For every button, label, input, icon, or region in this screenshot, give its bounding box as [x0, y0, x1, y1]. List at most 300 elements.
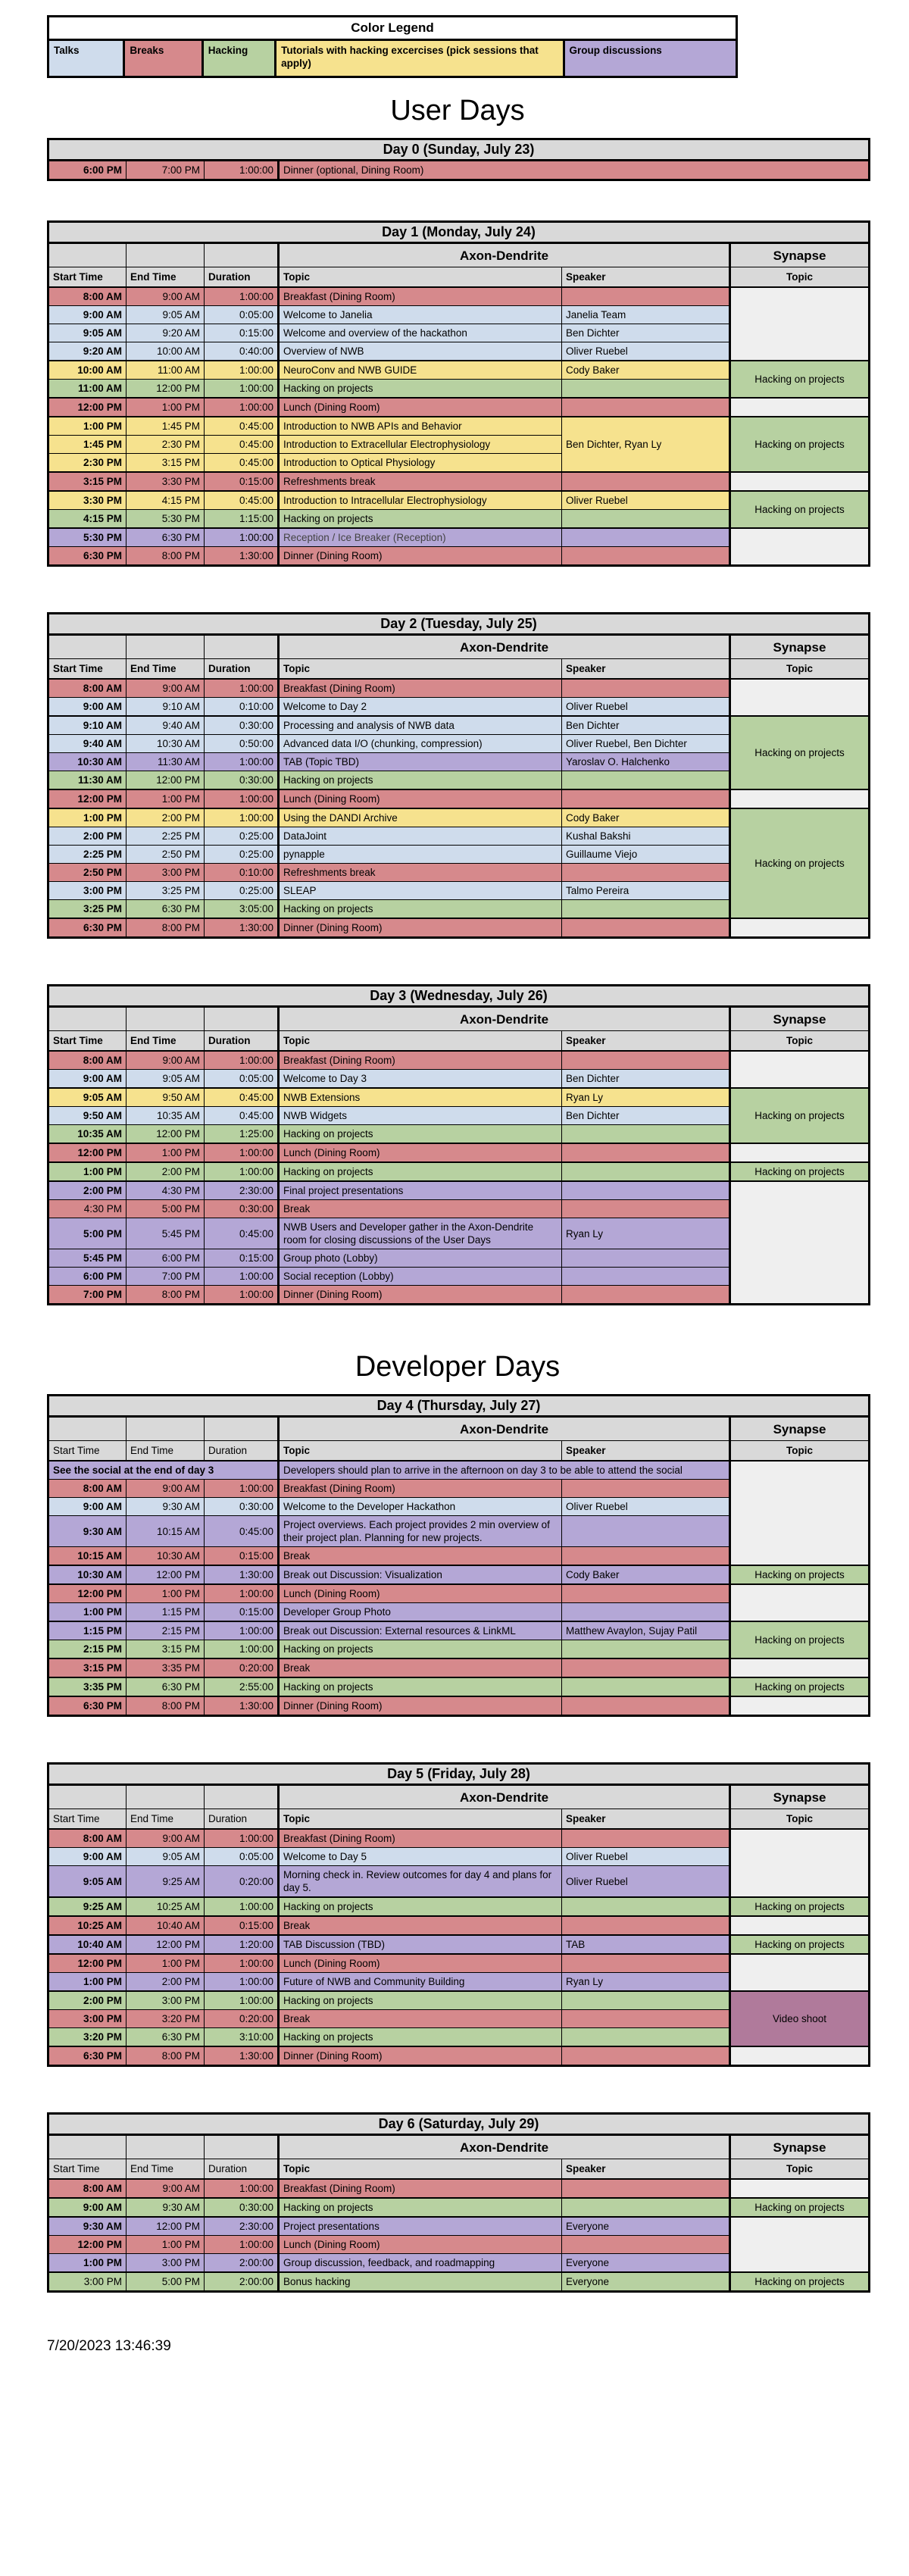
cell-speaker — [562, 1696, 730, 1716]
cell-start-time: 12:00 PM — [48, 1584, 127, 1603]
day-table — [47, 220, 870, 567]
col-header-topic: Topic — [279, 2159, 562, 2180]
col-header-start-time: Start Time — [48, 2159, 127, 2180]
cell-end-time: 9:10 AM — [127, 698, 205, 717]
cell-topic: Refreshments break — [279, 472, 562, 491]
cell-speaker: Kushal Bakshi — [562, 827, 730, 846]
cell-topic: Welcome and overview of the hackathon — [279, 324, 562, 342]
cell-synapse-topic: Hacking on projects — [730, 1565, 870, 1584]
cell-topic: Lunch (Dining Room) — [279, 2236, 562, 2254]
col-header-duration: Duration — [205, 267, 279, 288]
col-header-synapse-topic: Topic — [730, 1441, 870, 1462]
cell-speaker: Oliver Ruebel — [562, 1866, 730, 1898]
cell-start-time: 12:00 PM — [48, 1143, 127, 1162]
legend-item: Hacking — [204, 41, 276, 76]
cell-topic: Dinner (Dining Room) — [279, 2046, 562, 2066]
room-band-row — [48, 243, 870, 267]
cell-duration: 0:40:00 — [205, 342, 279, 361]
cell-synapse-topic: Hacking on projects — [730, 417, 870, 472]
cell-end-time: 5:30 PM — [127, 510, 205, 529]
schedule-row — [48, 2272, 870, 2292]
generated-timestamp: 7/20/2023 13:46:39 — [47, 2338, 171, 2354]
schedule-row — [48, 2198, 870, 2217]
col-header-duration: Duration — [205, 1809, 279, 1830]
cell-start-time: 1:15 PM — [48, 1621, 127, 1640]
cell-duration: 1:00:00 — [205, 380, 279, 399]
cell-end-time: 12:00 PM — [127, 1935, 205, 1954]
col-header-topic: Topic — [279, 1031, 562, 1052]
day-title: Day 1 (Monday, July 24) — [48, 222, 870, 243]
band-spacer — [127, 635, 205, 659]
room-band-row — [48, 1785, 870, 1809]
cell-start-time: 3:00 PM — [48, 2272, 127, 2292]
schedule-row — [48, 1658, 870, 1677]
cell-synapse-topic — [730, 472, 870, 491]
schedule-row — [48, 161, 870, 180]
cell-end-time: 10:35 AM — [127, 1107, 205, 1125]
cell-end-time: 9:00 AM — [127, 1480, 205, 1498]
cell-topic: Break out Discussion: Visualization — [279, 1565, 562, 1584]
day-title: Day 5 (Friday, July 28) — [48, 1764, 870, 1785]
cell-synapse-topic — [730, 287, 870, 361]
cell-duration: 1:00:00 — [205, 1973, 279, 1992]
cell-speaker: Everyone — [562, 2254, 730, 2273]
cell-end-time: 6:30 PM — [127, 2028, 205, 2047]
band-spacer — [127, 1785, 205, 1809]
cell-start-time: 6:30 PM — [48, 918, 127, 938]
cell-end-time: 8:00 PM — [127, 918, 205, 938]
cell-duration: 1:00:00 — [205, 1584, 279, 1603]
cell-start-time: 8:00 AM — [48, 287, 127, 306]
room-band-row — [48, 1417, 870, 1441]
cell-topic: Hacking on projects — [279, 1640, 562, 1659]
cell-topic: Dinner (optional, Dining Room) — [279, 161, 870, 180]
cell-start-time: 2:25 PM — [48, 846, 127, 864]
cell-start-time: 10:40 AM — [48, 1935, 127, 1954]
cell-start-time: 9:00 AM — [48, 2198, 127, 2217]
cell-end-time: 8:00 PM — [127, 1286, 205, 1305]
cell-end-time: 5:45 PM — [127, 1218, 205, 1249]
cell-speaker — [562, 679, 730, 698]
cell-topic: Break — [279, 1916, 562, 1935]
band-spacer — [127, 1417, 205, 1441]
cell-duration: 1:00:00 — [205, 1143, 279, 1162]
cell-duration: 0:30:00 — [205, 716, 279, 735]
cell-topic: NWB Users and Developer gather in the Axon-Dendrite room for closing discussions of the User Days — [279, 1218, 562, 1249]
room-name: Axon-Dendrite — [279, 2135, 730, 2159]
cell-synapse-topic — [730, 1916, 870, 1935]
column-header-row — [48, 1031, 870, 1052]
cell-start-time: 3:30 PM — [48, 491, 127, 510]
cell-duration: 1:15:00 — [205, 510, 279, 529]
cell-duration: 1:00:00 — [205, 161, 279, 180]
cell-topic: Lunch (Dining Room) — [279, 1954, 562, 1973]
cell-synapse-topic: Hacking on projects — [730, 716, 870, 789]
cell-end-time: 3:15 PM — [127, 1640, 205, 1659]
cell-speaker: Janelia Team — [562, 306, 730, 324]
cell-start-time: 6:00 PM — [48, 161, 127, 180]
cell-topic: Using the DANDI Archive — [279, 808, 562, 827]
cell-end-time: 6:30 PM — [127, 1677, 205, 1696]
color-legend-row — [49, 41, 736, 76]
legend-item: Talks — [49, 41, 125, 76]
schedule-row — [48, 716, 870, 735]
cell-duration: 0:45:00 — [205, 454, 279, 473]
cell-end-time: 2:25 PM — [127, 827, 205, 846]
cell-end-time: 1:00 PM — [127, 398, 205, 417]
schedule-row — [48, 1181, 870, 1200]
cell-speaker — [562, 1954, 730, 1973]
schedule-row — [48, 472, 870, 491]
cell-duration: 0:30:00 — [205, 2198, 279, 2217]
cell-end-time: 3:00 PM — [127, 864, 205, 882]
cell-topic: Breakfast (Dining Room) — [279, 2179, 562, 2198]
cell-start-time: 3:35 PM — [48, 1677, 127, 1696]
cell-synapse-topic: Hacking on projects — [730, 1621, 870, 1658]
cell-speaker: Cody Baker — [562, 808, 730, 827]
cell-topic: Project overviews. Each project provides 2 min overview of their project plan. Planning for new projects. — [279, 1516, 562, 1547]
cell-topic: Breakfast (Dining Room) — [279, 1480, 562, 1498]
cell-end-time: 9:05 AM — [127, 1070, 205, 1089]
cell-start-time: 2:00 PM — [48, 1181, 127, 1200]
cell-speaker — [562, 1658, 730, 1677]
cell-start-time: 1:00 PM — [48, 808, 127, 827]
cell-speaker: Ryan Ly — [562, 1088, 730, 1107]
cell-synapse-topic: Hacking on projects — [730, 2272, 870, 2292]
cell-duration: 2:30:00 — [205, 1181, 279, 1200]
cell-synapse-topic — [730, 528, 870, 566]
schedule-row — [48, 398, 870, 417]
schedule-row — [48, 789, 870, 808]
schedule-row — [48, 1088, 870, 1107]
schedule-row — [48, 2046, 870, 2066]
cell-start-time: 9:05 AM — [48, 1866, 127, 1898]
col-header-topic: Topic — [279, 659, 562, 680]
cell-duration: 1:00:00 — [205, 287, 279, 306]
cell-topic: Introduction to Intracellular Electrophysiology — [279, 491, 562, 510]
cell-duration: 1:00:00 — [205, 398, 279, 417]
band-spacer — [127, 243, 205, 267]
col-header-start-time: Start Time — [48, 1809, 127, 1830]
cell-duration: 0:30:00 — [205, 1200, 279, 1218]
cell-duration: 1:00:00 — [205, 753, 279, 771]
col-header-start-time: Start Time — [48, 1441, 127, 1462]
col-header-start-time: Start Time — [48, 659, 127, 680]
cell-synapse-topic — [730, 1143, 870, 1162]
cell-end-time: 9:00 AM — [127, 2179, 205, 2198]
cell-end-time: 1:00 PM — [127, 2236, 205, 2254]
cell-speaker: Cody Baker — [562, 1565, 730, 1584]
cell-topic: Welcome to Day 2 — [279, 698, 562, 717]
schedule-row — [48, 1954, 870, 1973]
cell-end-time: 5:00 PM — [127, 2272, 205, 2292]
cell-start-time: 5:00 PM — [48, 1218, 127, 1249]
cell-start-time: 1:00 PM — [48, 1162, 127, 1181]
cell-start-time: 10:00 AM — [48, 361, 127, 380]
cell-topic: Developers should plan to arrive in the afternoon on day 3 to be able to attend the social — [279, 1461, 730, 1480]
cell-speaker — [562, 1480, 730, 1498]
cell-duration: 1:00:00 — [205, 789, 279, 808]
cell-end-time: 9:00 AM — [127, 1051, 205, 1070]
cell-speaker — [562, 472, 730, 491]
cell-topic: Dinner (Dining Room) — [279, 547, 562, 566]
cell-end-time: 12:00 PM — [127, 1125, 205, 1144]
col-header-duration: Duration — [205, 2159, 279, 2180]
col-header-topic: Topic — [279, 1809, 562, 1830]
cell-duration: 0:05:00 — [205, 1848, 279, 1866]
cell-end-time: 9:05 AM — [127, 306, 205, 324]
cell-end-time: 2:30 PM — [127, 436, 205, 454]
cell-duration: 0:45:00 — [205, 491, 279, 510]
col-header-start-time: Start Time — [48, 267, 127, 288]
schedule-row — [48, 679, 870, 698]
cell-duration: 1:00:00 — [205, 1897, 279, 1916]
cell-end-time: 1:00 PM — [127, 1143, 205, 1162]
day-title-row — [48, 2114, 870, 2135]
cell-topic: Introduction to NWB APIs and Behavior — [279, 417, 562, 436]
cell-speaker — [562, 1547, 730, 1566]
cell-speaker — [562, 2198, 730, 2217]
cell-topic: Reception / Ice Breaker (Reception) — [279, 528, 562, 547]
cell-duration: 0:30:00 — [205, 1498, 279, 1516]
cell-start-time: 6:30 PM — [48, 1696, 127, 1716]
cell-end-time: 7:00 PM — [127, 1268, 205, 1286]
cell-duration: 0:05:00 — [205, 306, 279, 324]
cell-topic: Group photo (Lobby) — [279, 1249, 562, 1268]
color-legend-title: Color Legend — [49, 17, 736, 41]
cell-topic: DataJoint — [279, 827, 562, 846]
cell-end-time: 9:50 AM — [127, 1088, 205, 1107]
cell-speaker — [562, 918, 730, 938]
synapse-room-name: Synapse — [730, 635, 870, 659]
cell-start-time: 10:35 AM — [48, 1125, 127, 1144]
cell-speaker: Ben Dichter — [562, 716, 730, 735]
schedule-row — [48, 1991, 870, 2010]
cell-start-time: 9:50 AM — [48, 1107, 127, 1125]
day-title-row — [48, 1764, 870, 1785]
cell-synapse-topic — [730, 1954, 870, 1991]
day-table — [47, 138, 870, 181]
cell-topic: Welcome to the Developer Hackathon — [279, 1498, 562, 1516]
cell-end-time: 2:15 PM — [127, 1621, 205, 1640]
cell-topic: Project presentations — [279, 2217, 562, 2236]
band-spacer — [48, 2135, 127, 2159]
cell-duration: 1:30:00 — [205, 1696, 279, 1716]
day-table — [47, 1762, 870, 2067]
cell-end-time: 7:00 PM — [127, 161, 205, 180]
day-table — [47, 2112, 870, 2293]
cell-speaker — [562, 398, 730, 417]
cell-start-time: 4:30 PM — [48, 1200, 127, 1218]
cell-synapse-topic — [730, 1461, 870, 1565]
schedule-sections — [47, 95, 909, 2293]
cell-end-time: 11:30 AM — [127, 753, 205, 771]
cell-speaker: Ben Dichter, Ryan Ly — [562, 417, 730, 472]
cell-topic: NWB Widgets — [279, 1107, 562, 1125]
cell-speaker — [562, 2236, 730, 2254]
band-spacer — [48, 1007, 127, 1031]
cell-topic: Hacking on projects — [279, 2198, 562, 2217]
column-header-row — [48, 267, 870, 288]
cell-synapse-topic — [730, 2046, 870, 2066]
cell-end-time: 9:25 AM — [127, 1866, 205, 1898]
cell-speaker: Ben Dichter — [562, 324, 730, 342]
cell-duration: 1:25:00 — [205, 1125, 279, 1144]
cell-speaker — [562, 1829, 730, 1848]
day-table — [47, 1394, 870, 1717]
schedule-row — [48, 1565, 870, 1584]
cell-topic: Breakfast (Dining Room) — [279, 287, 562, 306]
cell-duration: 0:10:00 — [205, 864, 279, 882]
cell-duration: 0:45:00 — [205, 436, 279, 454]
cell-duration: 2:55:00 — [205, 1677, 279, 1696]
cell-end-time: 3:20 PM — [127, 2010, 205, 2028]
cell-start-time: 9:00 AM — [48, 1848, 127, 1866]
synapse-room-name: Synapse — [730, 1007, 870, 1031]
band-spacer — [205, 1007, 279, 1031]
cell-synapse-topic: Hacking on projects — [730, 1935, 870, 1954]
schedule-row — [48, 2179, 870, 2198]
cell-start-time: 9:00 AM — [48, 1070, 127, 1089]
cell-end-time: 10:40 AM — [127, 1916, 205, 1935]
cell-speaker — [562, 380, 730, 399]
room-band-row — [48, 1007, 870, 1031]
cell-speaker — [562, 1249, 730, 1268]
schedule-row — [48, 417, 870, 436]
cell-start-time: 3:20 PM — [48, 2028, 127, 2047]
cell-topic: Dinner (Dining Room) — [279, 1696, 562, 1716]
cell-end-time: 2:00 PM — [127, 808, 205, 827]
cell-topic: Hacking on projects — [279, 1897, 562, 1916]
cell-end-time: 9:00 AM — [127, 1829, 205, 1848]
cell-start-time: 11:30 AM — [48, 771, 127, 790]
cell-duration: 0:45:00 — [205, 1088, 279, 1107]
band-spacer — [127, 1007, 205, 1031]
cell-speaker — [562, 2179, 730, 2198]
cell-speaker — [562, 1677, 730, 1696]
cell-topic: Group discussion, feedback, and roadmapping — [279, 2254, 562, 2273]
cell-end-time: 1:00 PM — [127, 789, 205, 808]
cell-start-time: 10:30 AM — [48, 1565, 127, 1584]
cell-speaker — [562, 789, 730, 808]
schedule-row — [48, 1461, 870, 1480]
cell-start-time: 9:05 AM — [48, 324, 127, 342]
cell-topic: pynapple — [279, 846, 562, 864]
col-header-speaker: Speaker — [562, 659, 730, 680]
cell-speaker — [562, 1181, 730, 1200]
cell-end-time: 6:00 PM — [127, 1249, 205, 1268]
day-title: Day 0 (Sunday, July 23) — [48, 139, 870, 161]
cell-speaker: Cody Baker — [562, 361, 730, 380]
cell-synapse-topic — [730, 1584, 870, 1621]
cell-end-time: 10:15 AM — [127, 1516, 205, 1547]
cell-start-time: 8:00 AM — [48, 679, 127, 698]
cell-start-time: 9:30 AM — [48, 1516, 127, 1547]
cell-topic: Lunch (Dining Room) — [279, 789, 562, 808]
cell-end-time: 1:15 PM — [127, 1603, 205, 1622]
cell-duration: 0:25:00 — [205, 827, 279, 846]
cell-synapse-topic: Hacking on projects — [730, 491, 870, 528]
cell-end-time: 10:30 AM — [127, 1547, 205, 1566]
day-title: Day 3 (Wednesday, July 26) — [48, 986, 870, 1007]
cell-duration: 0:15:00 — [205, 324, 279, 342]
cell-duration: 1:00:00 — [205, 679, 279, 698]
cell-duration: 1:30:00 — [205, 2046, 279, 2066]
cell-start-time: 6:00 PM — [48, 1268, 127, 1286]
cell-topic: Final project presentations — [279, 1181, 562, 1200]
cell-end-time: 3:00 PM — [127, 2254, 205, 2273]
col-header-synapse-topic: Topic — [730, 1809, 870, 1830]
cell-topic: Introduction to Extracellular Electrophysiology — [279, 436, 562, 454]
schedule-row — [48, 1935, 870, 1954]
cell-duration: 1:00:00 — [205, 1051, 279, 1070]
cell-speaker: Guillaume Viejo — [562, 846, 730, 864]
synapse-room-name: Synapse — [730, 1417, 870, 1441]
cell-speaker — [562, 287, 730, 306]
cell-start-time: 3:00 PM — [48, 2010, 127, 2028]
cell-end-time: 12:00 PM — [127, 380, 205, 399]
cell-start-time: 9:00 AM — [48, 306, 127, 324]
cell-speaker: Ryan Ly — [562, 1973, 730, 1992]
cell-duration: 1:00:00 — [205, 361, 279, 380]
band-spacer — [48, 243, 127, 267]
band-spacer — [48, 635, 127, 659]
cell-topic: Refreshments break — [279, 864, 562, 882]
day-title-row — [48, 986, 870, 1007]
cell-end-time: 9:40 AM — [127, 716, 205, 735]
cell-duration: 1:00:00 — [205, 1954, 279, 1973]
cell-end-time: 8:00 PM — [127, 547, 205, 566]
schedule-row — [48, 1829, 870, 1848]
cell-start-time: 10:30 AM — [48, 753, 127, 771]
cell-duration: 1:00:00 — [205, 1268, 279, 1286]
cell-topic: Lunch (Dining Room) — [279, 398, 562, 417]
schedule-row — [48, 1584, 870, 1603]
cell-speaker — [562, 1162, 730, 1181]
cell-start-time: 6:30 PM — [48, 547, 127, 566]
column-header-row — [48, 1809, 870, 1830]
cell-duration: 1:00:00 — [205, 1480, 279, 1498]
cell-start-time: 2:15 PM — [48, 1640, 127, 1659]
cell-start-time: 10:25 AM — [48, 1916, 127, 1935]
cell-duration: 0:15:00 — [205, 1547, 279, 1566]
cell-duration: 0:20:00 — [205, 2010, 279, 2028]
cell-end-time: 10:30 AM — [127, 735, 205, 753]
cell-start-time: 8:00 AM — [48, 1829, 127, 1848]
cell-topic: Welcome to Day 3 — [279, 1070, 562, 1089]
cell-duration: 1:00:00 — [205, 1621, 279, 1640]
cell-synapse-topic — [730, 1829, 870, 1897]
cell-topic: NeuroConv and NWB GUIDE — [279, 361, 562, 380]
cell-synapse-topic — [730, 398, 870, 417]
cell-duration: 1:00:00 — [205, 2179, 279, 2198]
day-title-row — [48, 139, 870, 161]
cell-duration: 1:00:00 — [205, 528, 279, 547]
cell-speaker — [562, 2046, 730, 2066]
cell-synapse-topic — [730, 1696, 870, 1716]
cell-duration: 0:45:00 — [205, 417, 279, 436]
cell-topic: Advanced data I/O (chunking, compression) — [279, 735, 562, 753]
cell-synapse-topic: Hacking on projects — [730, 1162, 870, 1181]
cell-speaker — [562, 1603, 730, 1622]
cell-topic: Break out Discussion: External resources & LinkML — [279, 1621, 562, 1640]
cell-duration: 0:30:00 — [205, 771, 279, 790]
cell-speaker — [562, 1268, 730, 1286]
col-header-topic: Topic — [279, 267, 562, 288]
cell-speaker: Ben Dichter — [562, 1070, 730, 1089]
cell-start-time: 9:25 AM — [48, 1897, 127, 1916]
cell-end-time: 9:30 AM — [127, 2198, 205, 2217]
